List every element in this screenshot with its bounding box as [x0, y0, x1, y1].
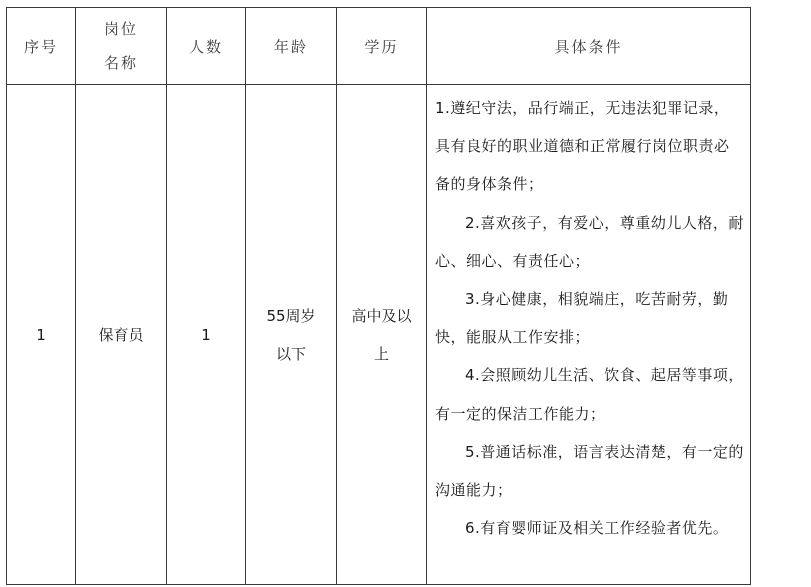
condition-item-2: 2.喜欢孩子，有爱心，尊重幼儿人格，耐心、细心、有责任心； [435, 213, 744, 270]
header-post-name [76, 8, 167, 85]
cell-age-line1: 55周岁 [266, 306, 316, 325]
header-seq: 序号 [7, 8, 76, 85]
header-post-line2: 名称 [103, 54, 138, 72]
header-conditions: 具体条件 [427, 8, 751, 85]
cell-post: 保育员 [76, 85, 167, 585]
condition-item-5: 5.普通话标准，语言表达清楚，有一定的沟通能力； [435, 442, 744, 500]
header-age: 年龄 [246, 8, 337, 85]
header-post-line1: 岗位 [103, 20, 138, 38]
job-requirements-table [6, 7, 751, 585]
condition-item-4: 4.会照顾幼儿生活、饮食、起居等事项，有一定的保洁工作能力； [435, 366, 744, 423]
cell-education-line2: 上 [373, 344, 389, 363]
header-education: 学历 [337, 8, 427, 85]
condition-item-3: 3.身心健康，相貌端庄，吃苦耐劳，勤快，能服从工作安排； [435, 290, 729, 347]
condition-item-1: 1.遵纪守法，品行端正，无违法犯罪记录，具有良好的职业道德和正常履行岗位职责必备的身体条件； [435, 99, 730, 194]
cell-age-line2: 以下 [275, 344, 306, 363]
cell-education-line1: 高中及以 [351, 306, 412, 325]
cell-age [246, 85, 337, 585]
cell-education [337, 85, 427, 585]
table-row [7, 85, 751, 585]
condition-item-6: 6.有育婴师证及相关工作经验者优先。 [465, 519, 729, 538]
cell-count: 1 [167, 85, 246, 585]
cell-seq: 1 [7, 85, 76, 585]
cell-conditions [427, 85, 751, 585]
header-count: 人数 [167, 8, 246, 85]
header-row [7, 8, 751, 85]
